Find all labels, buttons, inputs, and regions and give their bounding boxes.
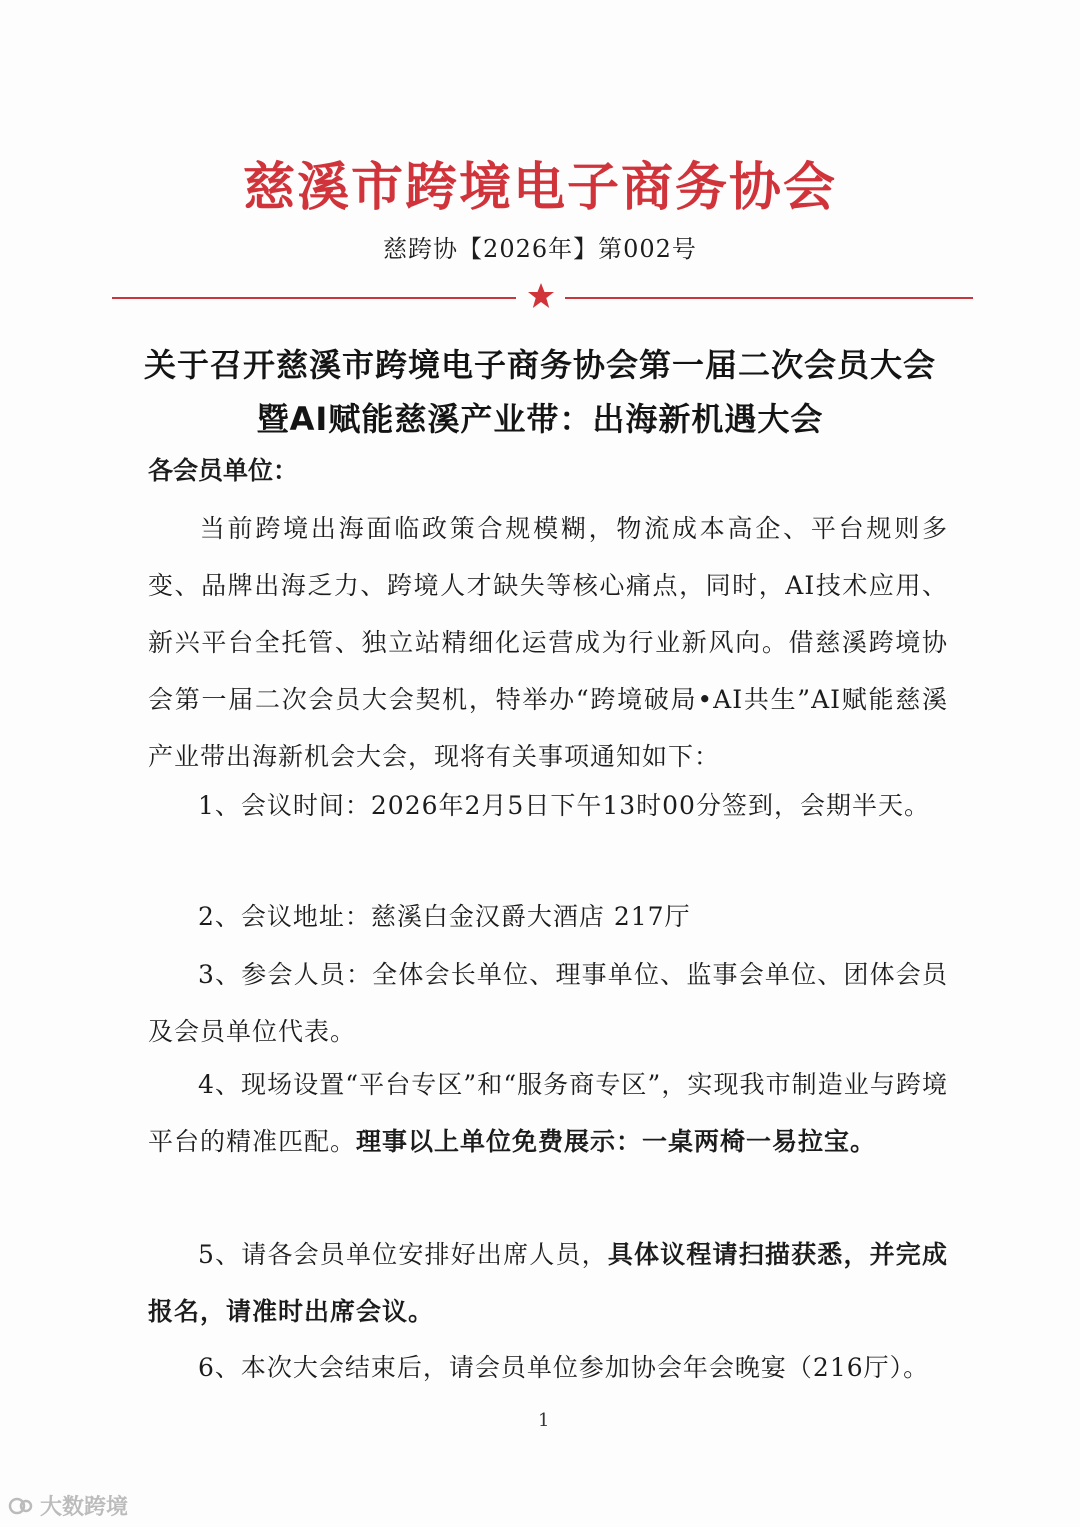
red-star-icon (526, 281, 556, 311)
notice-title-line-2: 暨AI赋能慈溪产业带：出海新机遇大会 (256, 400, 824, 438)
item-4-bold-text: 理事以上单位免费展示：一桌两椅一易拉宝。 (356, 1127, 877, 1156)
item-registration (148, 1226, 948, 1340)
item-1-text: 1、会议时间：2026年2月5日下午13时00分签到，会期半天。 (198, 791, 930, 820)
notice-title-line-1: 关于召开慈溪市跨境电子商务协会第一届二次会员大会 (143, 346, 936, 384)
divider-left (112, 297, 516, 299)
item-4-text: 4、现场设置“平台专区”和“服务商专区”，实现我市制造业与跨境平台的精准匹配。 (148, 1070, 948, 1156)
item-attendees (148, 946, 948, 1060)
item-3-text: 3、参会人员：全体会长单位、理事单位、监事会单位、团体会员及会员单位代表。 (148, 960, 948, 1046)
watermark-logo-icon (8, 1495, 34, 1517)
salutation: 各会员单位： (148, 456, 299, 485)
org-name-heading: 慈溪市跨境电子商务协会 (242, 157, 837, 218)
document-number: 慈跨协【2026年】第002号 (383, 235, 697, 263)
intro-paragraph (148, 500, 948, 785)
watermark (8, 1490, 128, 1521)
item-venue-zones (148, 1056, 948, 1170)
item-meeting-address (148, 888, 948, 945)
intro-text: 当前跨境出海面临政策合规模糊，物流成本高企、平台规则多变、品牌出海乏力、跨境人才缺失等核心痛点，同时，AI技术应用、新兴平台全托管、独立站精细化运营成为行业新风向。借慈溪跨境协会第一届二次会员大会契机，特举办“跨境破局•AI共生”AI赋能慈溪产业带出海新机会大会，现将有关事项通知如下： (148, 514, 948, 771)
item-banquet (148, 1339, 948, 1396)
item-5-text: 5、请各会员单位安排好出席人员， (198, 1240, 608, 1269)
divider-right (565, 297, 973, 299)
watermark-text: 大数跨境 (40, 1495, 129, 1520)
item-meeting-time (148, 777, 948, 834)
page-number: 1 (538, 1410, 550, 1431)
item-6-text: 6、本次大会结束后，请会员单位参加协会年会晚宴（216厅）。 (198, 1353, 930, 1382)
item-5-bold-text: 具体议程请扫描获悉，并完成报名，请准时出席会议。 (148, 1240, 948, 1326)
item-2-text: 2、会议地址：慈溪白金汉爵大酒店 217厅 (198, 902, 691, 931)
